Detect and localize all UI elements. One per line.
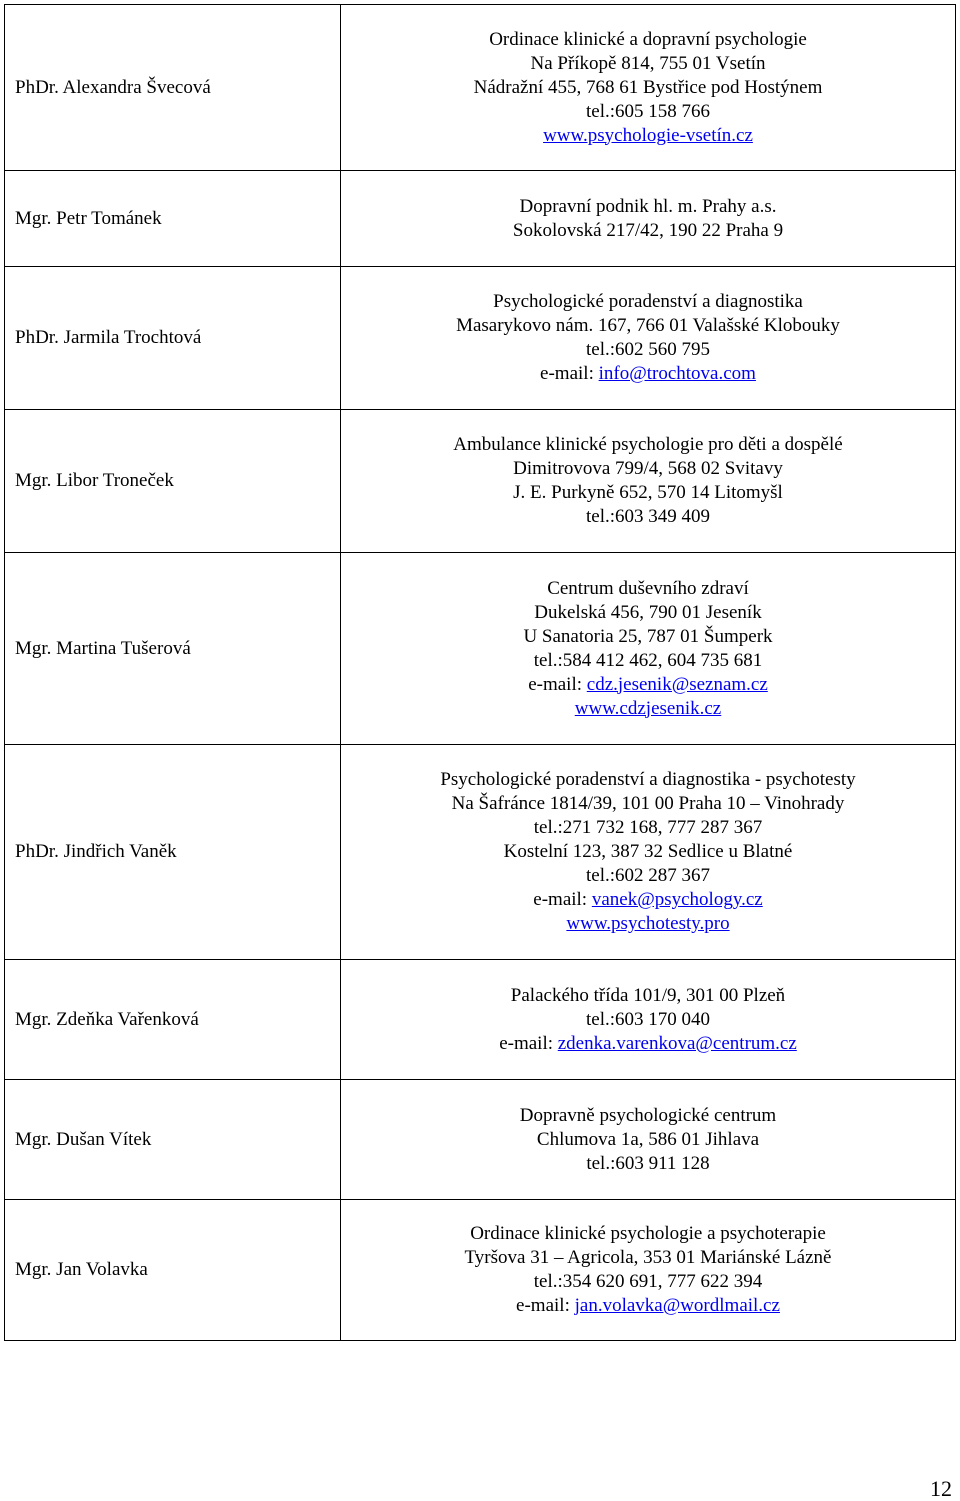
- directory-body: [5, 5, 956, 1341]
- contact-info: [341, 960, 956, 1080]
- info-line: Psychologické poradenství a diagnostika - psychotesty: [440, 769, 856, 790]
- info-line: Nádražní 455, 768 61 Bystřice pod Hostýnem: [473, 76, 823, 98]
- contact-info: [341, 5, 956, 171]
- table-row: [5, 267, 956, 410]
- info-line: Tyršova 31 – Agricola, 353 01 Mariánské Lázně: [464, 1247, 832, 1268]
- info-line: tel.:584 412 462, 604 735 681: [533, 649, 763, 671]
- info-line: tel.:603 170 040: [585, 1008, 711, 1030]
- info-line: Ordinace klinické psychologie a psychoterapie: [470, 1223, 826, 1244]
- info-line: [341, 912, 955, 936]
- table-row: [5, 553, 956, 745]
- info-line: Na Příkopě 814, 755 01 Vsetín: [530, 52, 766, 74]
- info-line: Sokolovská 217/42, 190 22 Praha 9: [512, 219, 784, 241]
- table-row: [5, 5, 956, 171]
- info-line: tel.:602 560 795: [585, 339, 711, 360]
- contact-info: [341, 1080, 956, 1200]
- person-name: Mgr. Martina Tušerová: [5, 553, 341, 745]
- info-line: [341, 673, 955, 697]
- info-line: tel.:603 911 128: [586, 1152, 710, 1174]
- info-line: [341, 1032, 955, 1056]
- email-link[interactable]: vanek@psychology.cz: [591, 889, 763, 910]
- info-line: [341, 1294, 955, 1318]
- website-link[interactable]: www.psychotesty.pro: [566, 913, 730, 934]
- info-line: Ambulance klinické psychologie pro děti a dospělé: [453, 434, 843, 455]
- info-line: [341, 888, 955, 912]
- person-name: Mgr. Libor Troneček: [5, 410, 341, 553]
- contact-info: [341, 267, 956, 410]
- email-label: e-mail:: [540, 363, 599, 384]
- contact-info: [341, 171, 956, 267]
- person-name: PhDr. Jarmila Trochtová: [5, 267, 341, 410]
- contact-info: [341, 1200, 956, 1341]
- info-line: Dopravně psychologické centrum: [519, 1104, 777, 1126]
- person-name: Mgr. Dušan Vítek: [5, 1080, 341, 1200]
- info-line: U Sanatoria 25, 787 01 Šumperk: [523, 625, 773, 647]
- info-line: Ordinace klinické a dopravní psychologie: [489, 28, 807, 50]
- psychologist-directory-table: [4, 4, 956, 1341]
- info-line: J. E. Purkyně 652, 570 14 Litomyšl: [513, 482, 783, 503]
- email-link[interactable]: info@trochtova.com: [598, 363, 756, 384]
- website-link[interactable]: www.psychologie-vsetín.cz: [543, 124, 753, 146]
- info-line: tel.:603 349 409: [585, 506, 711, 527]
- person-name: Mgr. Petr Tománek: [5, 171, 341, 267]
- info-line: Kostelní 123, 387 32 Sedlice u Blatné: [503, 841, 793, 862]
- person-name: PhDr. Alexandra Švecová: [5, 5, 341, 171]
- contact-info: [341, 410, 956, 553]
- info-line: [341, 697, 955, 721]
- website-link[interactable]: www.cdzjesenik.cz: [574, 697, 722, 719]
- info-line: Dopravní podnik hl. m. Prahy a.s.: [519, 195, 777, 217]
- table-row: [5, 960, 956, 1080]
- email-link[interactable]: cdz.jesenik@seznam.cz: [586, 673, 768, 695]
- info-line: Masarykovo nám. 167, 766 01 Valašské Klobouky: [456, 315, 840, 336]
- email-link[interactable]: jan.volavka@wordlmail.cz: [574, 1295, 780, 1316]
- info-line: Psychologické poradenství a diagnostika: [493, 291, 803, 312]
- info-line: Na Šafránce 1814/39, 101 00 Praha 10 – Vinohrady: [451, 793, 845, 814]
- contact-info: [341, 745, 956, 960]
- person-name: Mgr. Zdeňka Vařenková: [5, 960, 341, 1080]
- email-label: e-mail:: [516, 1295, 575, 1316]
- table-row: [5, 410, 956, 553]
- email-label: e-mail:: [528, 673, 587, 695]
- email-label: e-mail:: [533, 889, 592, 910]
- info-line: Centrum duševního zdraví: [547, 577, 749, 599]
- info-line: tel.:271 732 168, 777 287 367: [533, 817, 763, 838]
- info-line: [341, 124, 955, 148]
- page-number: 12: [930, 1476, 952, 1501]
- info-line: [341, 362, 955, 386]
- person-name: Mgr. Jan Volavka: [5, 1200, 341, 1341]
- table-row: [5, 1080, 956, 1200]
- info-line: Dukelská 456, 790 01 Jeseník: [534, 601, 762, 623]
- info-line: tel.:602 287 367: [585, 865, 711, 886]
- table-row: [5, 171, 956, 267]
- person-name: PhDr. Jindřich Vaněk: [5, 745, 341, 960]
- info-line: tel.:605 158 766: [585, 100, 711, 122]
- contact-info: [341, 553, 956, 745]
- table-row: [5, 1200, 956, 1341]
- info-line: tel.:354 620 691, 777 622 394: [533, 1271, 763, 1292]
- info-line: Palackého třída 101/9, 301 00 Plzeň: [510, 984, 786, 1006]
- info-line: Chlumova 1a, 586 01 Jihlava: [536, 1128, 760, 1150]
- email-label: e-mail:: [499, 1032, 558, 1054]
- table-row: [5, 745, 956, 960]
- email-link[interactable]: zdenka.varenkova@centrum.cz: [557, 1032, 797, 1054]
- info-line: Dimitrovova 799/4, 568 02 Svitavy: [513, 458, 783, 479]
